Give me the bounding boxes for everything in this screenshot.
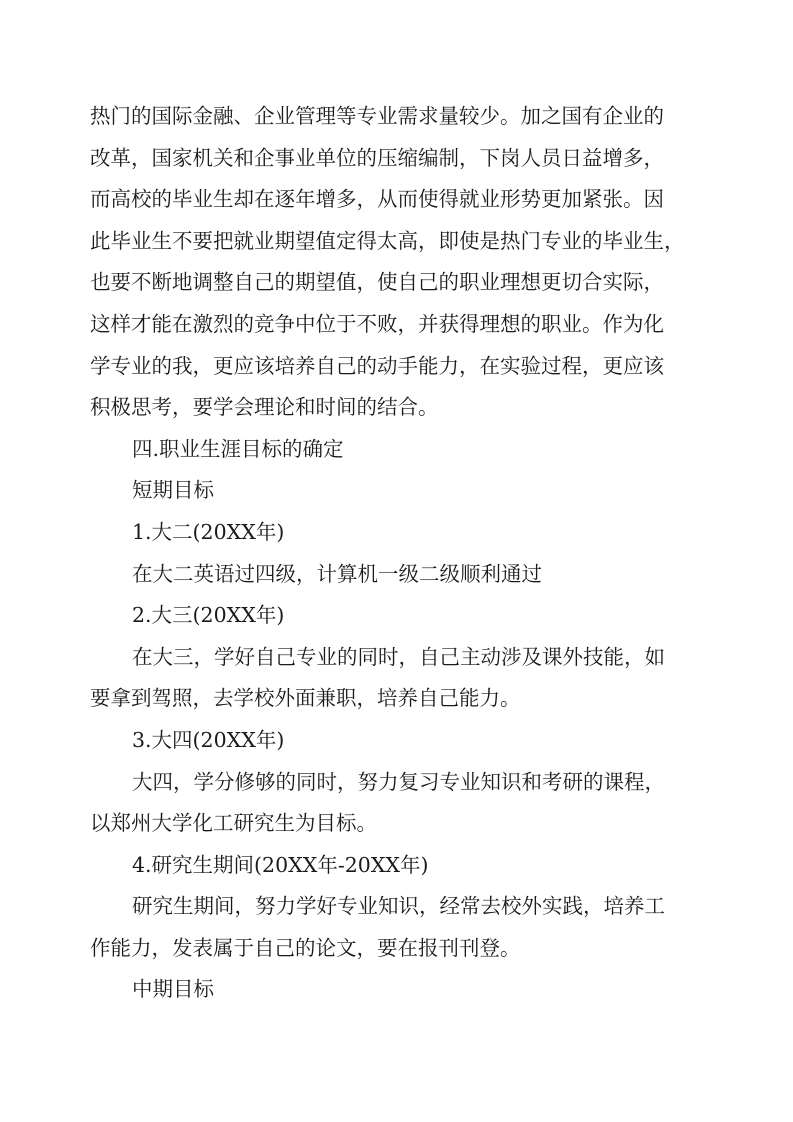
text-line: 1.大二(20XX年) <box>132 519 285 544</box>
text-line: 而高校的毕业生却在逐年增多，从而使得就业形势更加紧张。因 <box>90 187 664 212</box>
text-line: 积极思考，要学会理论和时间的结合。 <box>90 395 439 420</box>
document-body <box>90 96 710 1011</box>
text-line: 在大三，学好自己专业的同时，自己主动涉及课外技能，如 <box>132 644 665 669</box>
text-line: 这样才能在激烈的竞争中位于不败，并获得理想的职业。作为化 <box>90 311 664 336</box>
text-line: 2.大三(20XX年) <box>132 603 285 628</box>
text-line: 4.研究生期间(20XX年-20XX年) <box>132 852 429 877</box>
text-line: 也要不断地调整自己的期望值，使自己的职业理想更切合实际， <box>90 270 664 295</box>
text-line: 改革，国家机关和企事业单位的压缩编制，下岗人员日益增多， <box>90 145 664 170</box>
text-line: 3.大四(20XX年) <box>132 727 285 752</box>
text-line: 在大二英语过四级，计算机一级二级顺利通过 <box>132 561 542 586</box>
text-line: 短期目标 <box>132 478 214 503</box>
text-line: 以郑州大学化工研究生为目标。 <box>90 811 377 836</box>
text-line: 大四，学分修够的同时，努力复习专业知识和考研的课程， <box>132 769 665 794</box>
text-line: 四.职业生涯目标的确定 <box>132 436 344 461</box>
text-line: 中期目标 <box>132 977 214 1002</box>
text-line: 热门的国际金融、企业管理等专业需求量较少。加之国有企业的 <box>90 104 664 128</box>
text-line: 要拿到驾照，去学校外面兼职，培养自己能力。 <box>90 686 521 711</box>
text-line: 作能力，发表属于自己的论文，要在报刊刊登。 <box>90 935 521 960</box>
text-line: 研究生期间，努力学好专业知识，经常去校外实践，培养工 <box>132 894 665 919</box>
text-line: 学专业的我，更应该培养自己的动手能力，在实验过程，更应该 <box>90 353 664 378</box>
text-line: 此毕业生不要把就业期望值定得太高，即使是热门专业的毕业生， <box>90 228 685 253</box>
